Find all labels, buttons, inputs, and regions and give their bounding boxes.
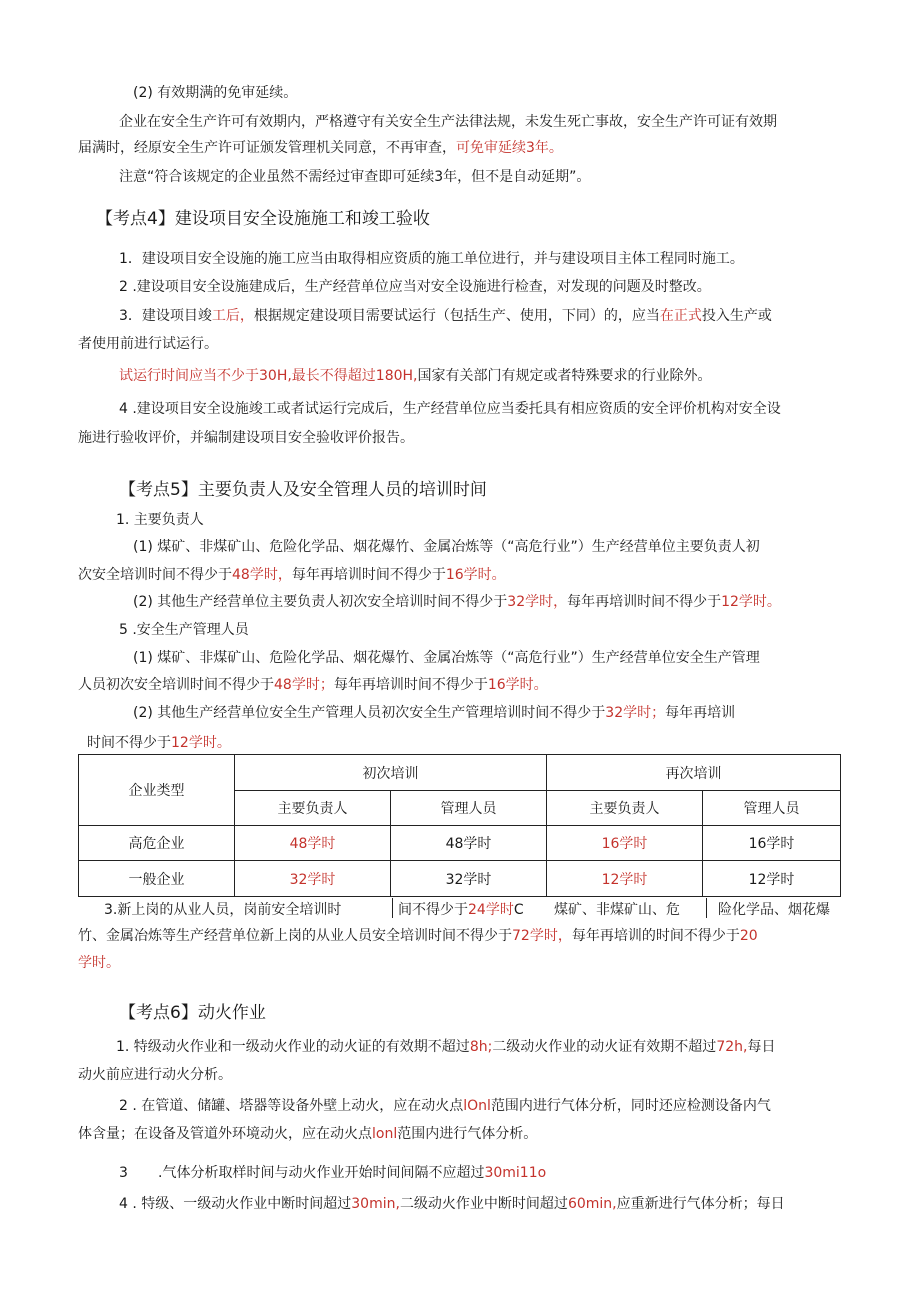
table-header-initial-training: 初次培训 <box>235 755 547 791</box>
table-cell: 48学时 <box>391 826 547 861</box>
training-hours-table <box>78 754 841 897</box>
text-line: 试运行时间应当不少于30H,最长不得超过180H,国家有关部门有规定或者特殊要求的行业除外。 <box>119 368 712 384</box>
text-line: 3.新上岗的从业人员，岗前安全培训时 <box>104 902 342 918</box>
table-header-principal: 主要负责人 <box>235 791 391 826</box>
text-line: 时间不得少于12学时。 <box>87 735 231 751</box>
section-heading-6: 【考点6】动火作业 <box>119 1003 266 1023</box>
table-cell: 12学时 <box>547 861 703 897</box>
text-line: 5 .安全生产管理人员 <box>119 622 249 638</box>
text-line: 次安全培训时间不得少于48学时，每年再培训时间不得少于16学时。 <box>78 567 506 583</box>
table-header-enterprise-type: 企业类型 <box>79 755 235 826</box>
text-line: (2) 其他生产经营单位安全生产管理人员初次安全生产管理培训时间不得少于32学时；每年再培训 <box>133 705 736 721</box>
text-line: 2 .建设项目安全设施建成后，生产经营单位应当对安全设施进行检查，对发现的问题及时整改。 <box>119 279 711 295</box>
text-line: 学时。 <box>78 955 120 971</box>
text-line: 1. 主要负责人 <box>116 512 204 528</box>
section-heading-4: 【考点4】建设项目安全设施施工和竣工验收 <box>96 209 430 229</box>
table-cell: 12学时 <box>703 861 841 897</box>
text-line: 注意“符合该规定的企业虽然不需经过审查即可延续3年，但不是自动延期”。 <box>119 169 591 185</box>
table-header-principal: 主要负责人 <box>547 791 703 826</box>
text-line: 竹、金属冶炼等生产经营单位新上岗的从业人员安全培训时间不得少于72学时，每年再培训的时间不得少于20 <box>78 928 758 944</box>
table-cell: 32学时 <box>235 861 391 897</box>
text-line: 4 .建设项目安全设施竣工或者试运行完成后，生产经营单位应当委托具有相应资质的安全评价机构对安全设 <box>119 401 781 417</box>
text-line: (1) 煤矿、非煤矿山、危险化学品、烟花爆竹、金属冶炼等（“高危行业”）生产经营单位主要负责人初 <box>133 539 760 555</box>
table-cell: 一般企业 <box>79 861 235 897</box>
text-line: 体含量；在设备及管道外环境动火，应在动火点lonl范围内进行气体分析。 <box>78 1126 538 1142</box>
text-line: 煤矿、非煤矿山、危 <box>554 902 680 918</box>
table-row <box>79 826 841 861</box>
text-line: (2) 有效期满的免审延续。 <box>133 85 298 101</box>
text-line: 人员初次安全培训时间不得少于48学时；每年再培训时间不得少于16学时。 <box>78 677 548 693</box>
text-line: 3 <box>119 1165 128 1181</box>
text-line: 1. 特级动火作业和一级动火作业的动火证的有效期不超过8h;二级动火作业的动火证有效期不超过72h,每日 <box>116 1039 776 1055</box>
text-line: (1) 煤矿、非煤矿山、危险化学品、烟花爆竹、金属冶炼等（“高危行业”）生产经营单位安全生产管理 <box>133 650 760 666</box>
text-line: 险化学品、烟花爆 <box>718 902 830 918</box>
text-line: 4 . 特级、一级动火作业中断时间超过30min,二级动火作业中断时间超过60min,应重新进行气体分析；每日 <box>119 1196 785 1212</box>
text-line: 间不得少于24学时C <box>398 902 524 918</box>
table-header-retraining: 再次培训 <box>547 755 841 791</box>
table-cell: 16学时 <box>547 826 703 861</box>
text-line: 1．建设项目安全设施的施工应当由取得相应资质的施工单位进行，并与建设项目主体工程同时施工。 <box>119 251 744 267</box>
text-line: .气体分析取样时间与动火作业开始时间间隔不应超过30mi11o <box>158 1165 547 1181</box>
table-row <box>79 861 841 897</box>
table-cell: 16学时 <box>703 826 841 861</box>
text-line: 企业在安全生产许可有效期内，严格遵守有关安全生产法律法规，未发生死亡事故，安全生产许可证有效期 <box>119 114 777 130</box>
text-line: 3．建设项目竣工后，根据规定建设项目需要试运行（包括生产、使用，下同）的，应当在正式投入生产或 <box>119 308 772 324</box>
table-header-manager: 管理人员 <box>391 791 547 826</box>
text-line: 2 . 在管道、储罐、塔器等设备外壁上动火，应在动火点lOnl范围内进行气体分析，同时还应检测设备内气 <box>119 1098 771 1114</box>
table-cell: 高危企业 <box>79 826 235 861</box>
table-cell: 32学时 <box>391 861 547 897</box>
text-line: 施进行验收评价，并编制建设项目安全验收评价报告。 <box>78 430 414 446</box>
table-fragment-border <box>706 898 707 918</box>
section-heading-5: 【考点5】主要负责人及安全管理人员的培训时间 <box>119 480 487 500</box>
table-cell: 48学时 <box>235 826 391 861</box>
text-line: 动火前应进行动火分析。 <box>78 1067 232 1083</box>
text-line: 届满时，经原安全生产许可证颁发管理机关同意，不再审查，可免审延续3年。 <box>78 140 563 156</box>
table-header-manager: 管理人员 <box>703 791 841 826</box>
table-fragment-border <box>392 898 393 918</box>
text-line: (2) 其他生产经营单位主要负责人初次安全培训时间不得少于32学时，每年再培训时间不得少于12学时。 <box>133 594 781 610</box>
text-line: 者使用前进行试运行。 <box>78 336 218 352</box>
